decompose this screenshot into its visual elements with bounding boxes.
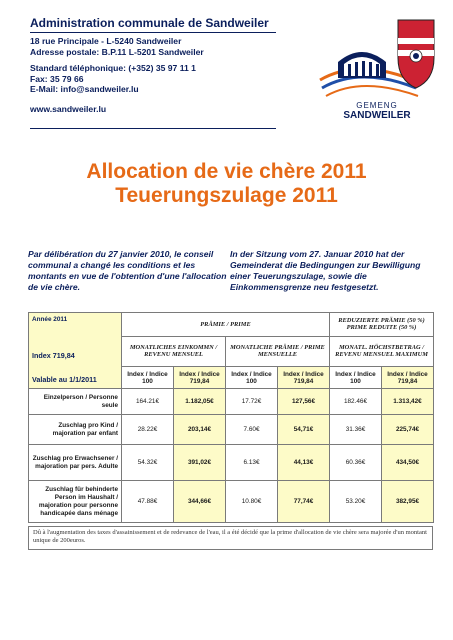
year-cell	[29, 313, 122, 389]
footnote: Dû à l'augmentation des taxes d'assainissement et de redevance de l'eau, il a été décidé que la prime d'allocation de vie chère sera majorée d'un montant unique de 200euros.	[28, 526, 433, 550]
value-cell: 391,02€	[174, 445, 226, 481]
year-label: Année 2011	[32, 316, 68, 323]
value-cell: 54,71€	[278, 415, 330, 445]
index-100-header: Index / Indice 100	[330, 367, 382, 389]
table-row	[29, 445, 434, 481]
value-cell: 47.88€	[122, 481, 174, 523]
logo-text-sandweiler: SANDWEILER	[343, 110, 411, 121]
value-cell: 225,74€	[382, 415, 434, 445]
index-label: Index 719,84	[32, 351, 75, 360]
letterhead	[30, 16, 276, 114]
value-cell: 1.182,05€	[174, 389, 226, 415]
index-719-header: Index / Indice 719,84	[278, 367, 330, 389]
row-label: Zuschlag pro Kind / majoration par enfant	[29, 415, 122, 445]
value-cell: 54.32€	[122, 445, 174, 481]
value-cell: 6.13€	[226, 445, 278, 481]
value-cell: 164.21€	[122, 389, 174, 415]
table-row	[29, 389, 434, 415]
table-row	[29, 481, 434, 523]
intro-german: In der Sitzung vom 27. Januar 2010 hat der Gemeinderat die Bedingungen zur Bewilligung einer Teuerungszulage, sowie die Einkommensgrenze neu festgesetzt.	[230, 249, 421, 292]
website-link[interactable]: www.sandweiler.lu	[30, 103, 107, 114]
title-french: Allocation de vie chère 2011	[86, 160, 367, 183]
value-cell: 344,66€	[174, 481, 226, 523]
value-cell: 53.20€	[330, 481, 382, 523]
phone-line: Standard téléphonique: (+352) 35 97 11 1	[30, 63, 196, 74]
postal-address-line: Adresse postale: B.P.11 L-5201 Sandweiler	[30, 46, 204, 57]
monthly-income-header: MONATLICHES EINKOMMN / REVENU MENSUEL	[122, 337, 226, 367]
monthly-prime-header: MONATLICHE PRÄMIE / PRIME MENSUELLE	[226, 337, 330, 367]
reduced-prime-header: REDUZIERTE PRÄMIE (50 %) PRIME REDUITE (50 %)	[330, 313, 434, 337]
value-cell: 31.36€	[330, 415, 382, 445]
letterhead-title: Administration communale de Sandweiler	[30, 16, 276, 33]
index-100-header: Index / Indice 100	[122, 367, 174, 389]
logo-text-gemeng: GEMENG	[356, 101, 398, 110]
index-100-header: Index / Indice 100	[226, 367, 278, 389]
table-row	[29, 415, 434, 445]
address-line: 18 rue Principale - L-5240 Sandweiler	[30, 36, 182, 46]
index-719-header: Index / Indice 719,84	[174, 367, 226, 389]
allowance-table	[28, 312, 434, 523]
row-label: Einzelperson / Personne seule	[29, 389, 122, 415]
value-cell: 60.36€	[330, 445, 382, 481]
intro-french: Par délibération du 27 janvier 2010, le conseil communal a changé les conditions et les montants en vue de l'obtention d'une l'allocation de vie chère.	[28, 249, 227, 292]
index-719-header: Index / Indice 719,84	[382, 367, 434, 389]
email-line[interactable]: E-Mail: info@sandweiler.lu	[30, 84, 139, 95]
row-label: Zuschlag pro Erwachsener / majoration par pers. Adulte	[29, 445, 122, 481]
value-cell: 17.72€	[226, 389, 278, 415]
value-cell: 434,50€	[382, 445, 434, 481]
title-german: Teuerungszulage 2011	[115, 184, 338, 207]
value-cell: 182.46€	[330, 389, 382, 415]
value-cell: 1.313,42€	[382, 389, 434, 415]
value-cell: 127,56€	[278, 389, 330, 415]
value-cell: 28.22€	[122, 415, 174, 445]
value-cell: 382,95€	[382, 481, 434, 523]
value-cell: 203,14€	[174, 415, 226, 445]
fax-line: Fax: 35 79 66	[30, 73, 84, 84]
commune-logo	[318, 18, 438, 122]
value-cell: 7.60€	[226, 415, 278, 445]
max-income-header: MONATL. HÖCHSTBETRAG / REVENU MENSUEL MAXIMUM	[330, 337, 434, 367]
value-cell: 10.80€	[226, 481, 278, 523]
row-label: Zuschlag für behinderte Person im Haushalt / majoration pour personne handicapée dans ménage	[29, 481, 122, 523]
valid-date-label: Valable au 1/1/2011	[32, 375, 97, 384]
value-cell: 44,13€	[278, 445, 330, 481]
prime-header: PRÄMIE / PRIME	[122, 313, 330, 337]
main-title	[0, 160, 453, 208]
letterhead-divider	[30, 128, 276, 129]
value-cell: 77,74€	[278, 481, 330, 523]
